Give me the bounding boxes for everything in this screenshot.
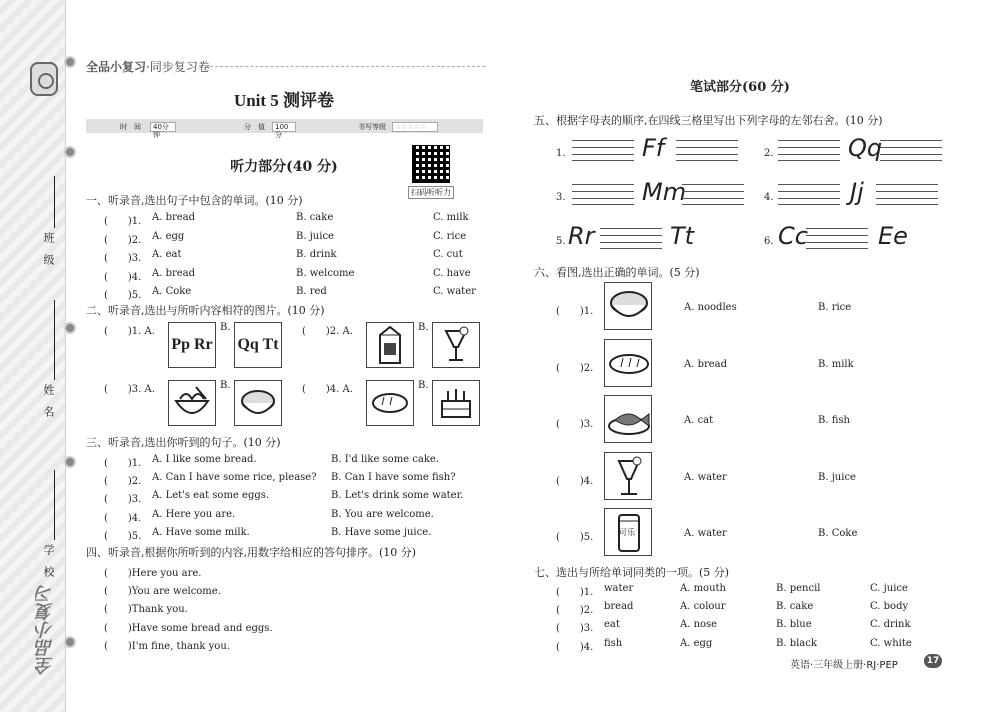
letter-item-num: 2. (764, 148, 774, 159)
option-b[interactable]: B. fish (818, 415, 850, 426)
option-b[interactable]: B. blue (776, 619, 812, 631)
score-label: 分 值 (244, 123, 265, 131)
reply-sentence: ( )I'm fine, thank you. (104, 640, 230, 652)
writing-lines[interactable] (572, 184, 634, 205)
school-label: 学 校 (42, 544, 55, 577)
letters-rr: Rr (568, 222, 595, 250)
option-b[interactable]: B. juice (296, 230, 334, 242)
option-b-label: B. (418, 322, 429, 333)
option-c[interactable]: C. milk (433, 212, 469, 223)
picture-box (604, 339, 652, 387)
option-picture[interactable] (234, 380, 282, 426)
item-number[interactable]: ( )5. (104, 290, 142, 301)
option-a[interactable]: A. Here you are. (152, 508, 236, 520)
brand (86, 58, 210, 75)
picture-box (604, 508, 652, 556)
reply-sentence: ( )Here you are. (104, 568, 202, 579)
option-b[interactable]: B. rice (818, 302, 852, 313)
writing-lines[interactable] (778, 184, 840, 205)
binding-hole (64, 636, 76, 648)
brand-name: 全品小复习 (86, 60, 147, 74)
option-b[interactable]: B. cake (776, 601, 814, 613)
option-picture[interactable] (432, 380, 480, 426)
option-a[interactable]: A. eat (152, 249, 182, 260)
page-title: Unit 5 测评卷 (233, 91, 335, 110)
option-picture[interactable] (168, 322, 216, 368)
writing-lines[interactable] (778, 140, 840, 161)
option-b[interactable]: B. You are welcome. (331, 508, 434, 520)
item-number[interactable]: ( )3. (104, 253, 142, 264)
option-a[interactable]: A. egg (680, 637, 713, 649)
option-b[interactable]: B. black (776, 637, 817, 649)
reply-sentence: ( )You are welcome. (104, 586, 221, 598)
option-b[interactable]: B. I'd like some cake. (331, 454, 439, 465)
writing-lines[interactable] (572, 140, 634, 161)
item-number[interactable]: ( )1. (556, 306, 594, 317)
name-line (54, 300, 55, 380)
bread-icon (605, 340, 653, 388)
class-label: 班 级 (42, 232, 55, 265)
section4-heading: 四、听录音,根据你所听到的内容,用数字给相应的答句排序。(10 分) (86, 546, 417, 559)
option-a[interactable]: A. bread (152, 212, 196, 223)
writing-lines[interactable] (876, 184, 938, 205)
qr-code-icon[interactable] (412, 145, 450, 183)
picture-box (604, 282, 652, 330)
option-a[interactable]: A. bread (684, 358, 728, 370)
option-b-label: B. (220, 380, 231, 391)
writing-lines[interactable] (682, 184, 744, 205)
header-rule (200, 66, 485, 67)
item-number[interactable]: ( )3. (556, 419, 594, 430)
option-a[interactable]: A. water (684, 471, 727, 483)
letters-jj: Jj (850, 178, 864, 206)
letter-item-num: 6. (764, 236, 774, 247)
score-value: 100分 (272, 122, 296, 132)
reply-sentence: ( )Have some bread and eggs. (104, 622, 273, 634)
option-a[interactable]: A. egg (152, 230, 185, 242)
item-number[interactable]: ( )2. (104, 234, 142, 246)
item-number[interactable]: ( )4. (104, 271, 142, 283)
option-a[interactable]: A. I like some bread. (152, 454, 257, 465)
juice-glass-icon (605, 453, 653, 501)
option-picture[interactable] (432, 322, 480, 368)
juice-glass-icon (438, 325, 474, 365)
writing-stars: ☆☆☆☆☆ (392, 122, 438, 132)
option-c[interactable]: C. white (870, 637, 912, 649)
option-picture[interactable] (366, 380, 414, 426)
option-a[interactable]: A. cat (684, 415, 714, 426)
binding-hole (64, 146, 76, 158)
letter-item-num: 4. (764, 192, 774, 203)
class-line (54, 176, 55, 228)
option-b[interactable]: B. Let's drink some water. (331, 490, 464, 502)
item-number[interactable]: ( )4. (556, 475, 594, 487)
letters-tt: Tt (670, 222, 695, 250)
option-b[interactable]: B. Have some juice. (331, 526, 432, 538)
fish-dish-icon (605, 396, 653, 444)
option-a[interactable]: A. nose (680, 619, 718, 631)
section7-heading: 七、选出与所给单词同类的一项。(5 分) (534, 566, 730, 579)
binding-hole (64, 322, 76, 334)
writing-label: 书写等级 (358, 123, 386, 131)
time-value: 40分钟 (150, 122, 176, 132)
emblem-icon (30, 62, 58, 96)
option-b-label: B. (220, 322, 231, 333)
rice-bowl-icon (238, 385, 278, 421)
page-number: 17 (924, 654, 942, 668)
given-word: eat (604, 619, 620, 631)
noodle-bowl-icon (172, 385, 212, 421)
option-b[interactable]: B. red (296, 286, 327, 297)
writing-lines[interactable] (600, 228, 662, 249)
option-picture[interactable] (168, 380, 216, 426)
letters-mm: Mm (642, 178, 687, 206)
option-a[interactable]: A. Can I have some rice, please? (152, 472, 317, 484)
writing-lines[interactable] (880, 140, 942, 161)
letters-ee: Ee (878, 222, 908, 250)
item-number[interactable]: ( )1. (556, 587, 594, 598)
listening-title: 听力部分(40 分) (230, 159, 338, 175)
rice-bowl-icon (605, 283, 653, 331)
footer-text: 英语·三年级上册·RJ·PEP (790, 660, 898, 671)
item-number[interactable]: ( )2. (104, 476, 142, 488)
option-b-label: B. (418, 380, 429, 391)
option-b[interactable]: B. Can I have some fish? (331, 472, 456, 484)
option-c[interactable]: C. body (870, 601, 909, 613)
brand-vertical: 全品小复习 (35, 585, 56, 675)
letters-pp-rr: Pp Rr (171, 336, 213, 353)
given-word: bread (604, 601, 634, 613)
item-number[interactable]: ( )5. (104, 530, 142, 542)
option-c[interactable]: C. juice (870, 583, 908, 594)
birthday-cake-icon (436, 383, 476, 423)
section2-heading: 二、听录音,选出与所听内容相符的图片。(10 分) (86, 304, 325, 317)
option-b[interactable]: B. juice (818, 471, 856, 483)
option-b[interactable]: B. drink (296, 249, 337, 260)
picture-box (604, 452, 652, 500)
binding-hole (64, 56, 76, 68)
letter-item-num: 1. (556, 148, 566, 159)
option-c[interactable]: C. have (433, 267, 471, 279)
item-number[interactable]: ( )2. (556, 605, 594, 617)
school-line (54, 470, 55, 540)
option-b[interactable]: B. milk (818, 358, 854, 370)
section6-heading: 六、看图,选出正确的单词。(5 分) (534, 266, 700, 279)
binding-hole (64, 456, 76, 468)
option-a[interactable]: A. colour (680, 601, 726, 613)
bread-icon (370, 391, 410, 415)
written-title: 笔试部分(60 分) (690, 80, 790, 95)
writing-lines[interactable] (676, 140, 738, 161)
section1-heading: 一、听录音,选出句子中包含的单词。(10 分) (86, 194, 303, 207)
option-c[interactable]: C. rice (433, 230, 467, 242)
given-word: fish (604, 637, 623, 649)
option-a[interactable]: A. Have some milk. (152, 526, 250, 538)
letters-cc: Cc (778, 222, 808, 250)
option-c[interactable]: C. cut (433, 249, 463, 260)
brand-sub: ·同步复习卷 (146, 60, 210, 74)
time-label: 时 间 (120, 123, 141, 131)
option-picture[interactable] (234, 322, 282, 368)
option-a[interactable]: A. mouth (680, 583, 726, 594)
item-number[interactable]: ( )1. (104, 458, 142, 469)
letters-qq-tt: Qq Tt (237, 336, 279, 353)
letter-item-num: 3. (556, 192, 566, 203)
option-a[interactable]: A. bread (152, 267, 196, 279)
qr-label: 扫码听听力 (408, 186, 454, 199)
option-picture[interactable] (366, 322, 414, 368)
milk-carton-icon (372, 325, 408, 365)
option-b[interactable]: B. pencil (776, 583, 821, 594)
option-c[interactable]: C. drink (870, 619, 911, 631)
option-a[interactable]: A. Let's eat some eggs. (152, 490, 270, 502)
letter-item-num: 5. (556, 236, 566, 247)
option-a[interactable]: A. water (684, 528, 727, 539)
letters-qq: Qq (848, 134, 883, 162)
option-a[interactable]: A. Coke (152, 286, 192, 297)
reply-sentence: ( )Thank you. (104, 604, 188, 616)
given-word: water (604, 583, 634, 594)
writing-lines[interactable] (806, 228, 868, 249)
picture-box (604, 395, 652, 443)
option-b[interactable]: B. welcome (296, 267, 355, 279)
item-number[interactable]: ( )1. (104, 216, 142, 227)
section5-heading: 五、根据字母表的顺序,在四线三格里写出下列字母的左邻右舍。(10 分) (534, 114, 883, 127)
letters-ff: Ff (642, 134, 665, 162)
name-label: 姓 名 (42, 384, 55, 417)
item-number[interactable]: ( )2. (556, 362, 594, 374)
item-number[interactable]: ( )5. (556, 532, 594, 543)
option-b[interactable]: B. Coke (818, 528, 858, 539)
option-a[interactable]: A. noodles (684, 302, 737, 313)
can-label: 可乐 (619, 528, 635, 537)
section3-heading: 三、听录音,选出你听到的句子。(10 分) (86, 436, 281, 449)
item-number[interactable]: ( )3. (104, 494, 142, 506)
item-number[interactable]: ( )3. (556, 623, 594, 635)
item-number[interactable]: ( )4. (556, 641, 594, 653)
item-number[interactable]: ( )4. (104, 512, 142, 524)
option-b[interactable]: B. cake (296, 212, 334, 223)
info-bar (86, 119, 483, 139)
option-c[interactable]: C. water (433, 286, 476, 297)
